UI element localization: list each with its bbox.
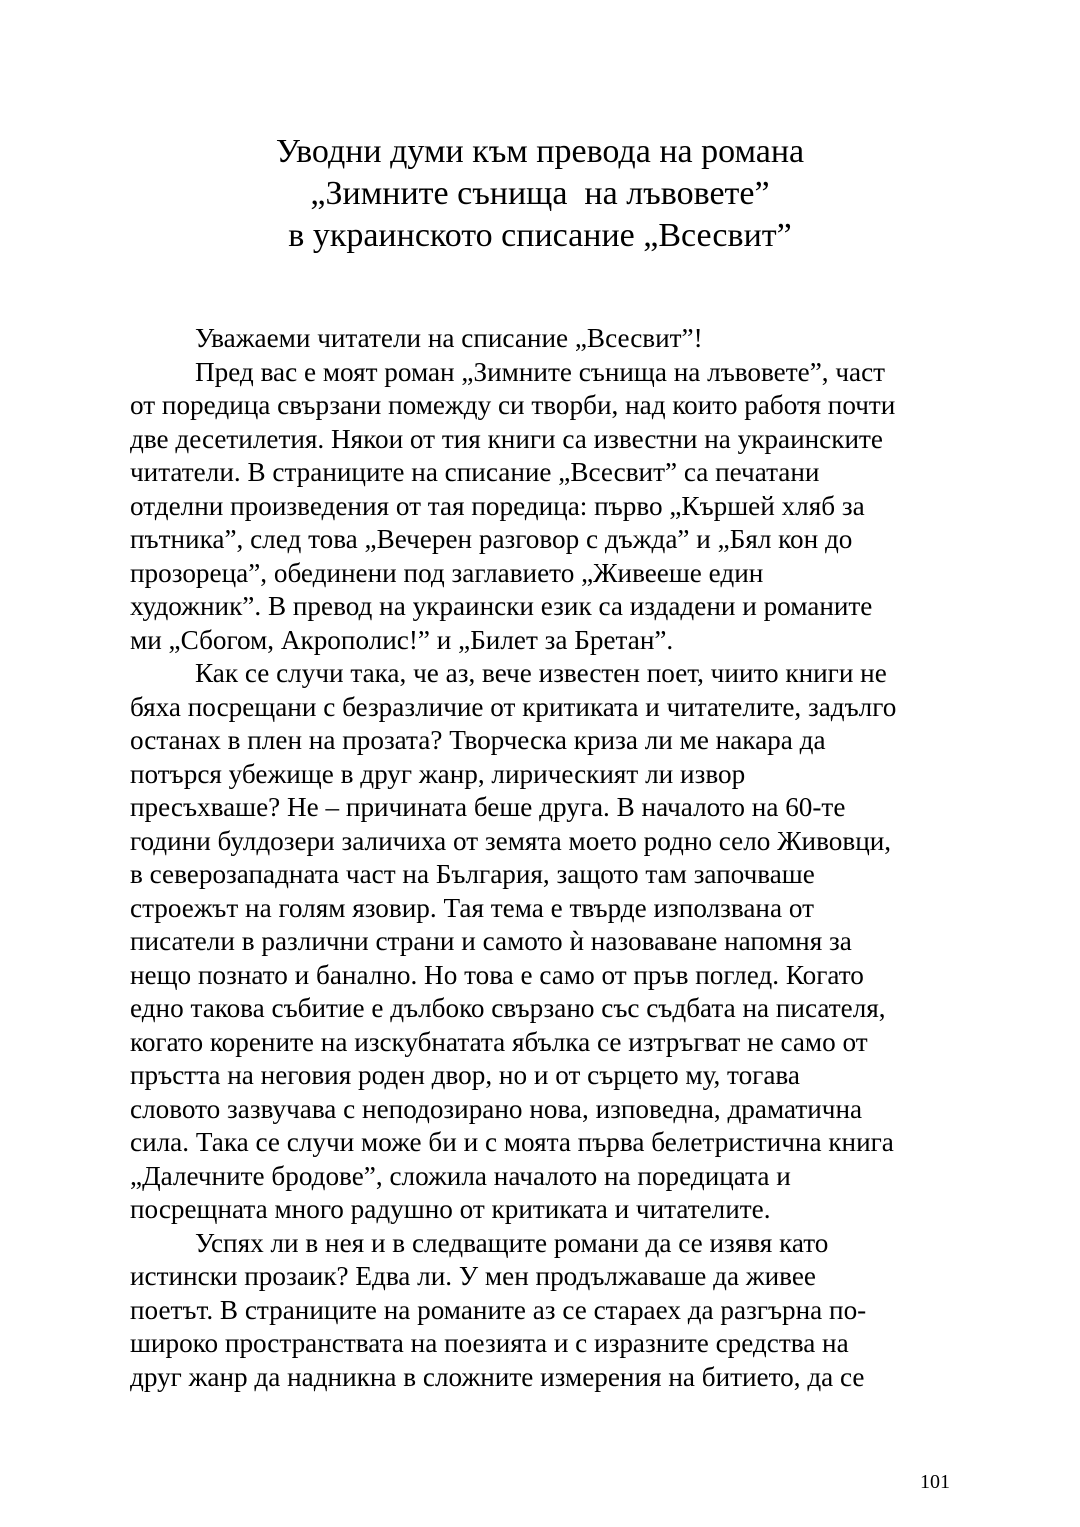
title-line: в украинското списание „Всесвит” [288,217,792,254]
body-line: писатели в различни страни и самото ѝ назоваване напомня за [130,926,852,956]
body-line: бяха посрещани с безразличие от критиката и читателите, задълго [130,691,897,722]
body-line: ми „Сбогом, Акрополис!” и „Билет за Бретан”. [130,624,674,655]
body-line: две десетилетия. Някои от тия книги са известни на украинските [130,423,883,454]
body-line: Как се случи така, че аз, вече известен поет, чиито книги не [195,658,887,688]
body-line: потърся убежище в друг жанр, лирическият ли извор [130,758,746,789]
body-line: широко пространствата на поезията и с изразните средства на [130,1328,849,1358]
body-line: останах в плен на прозата? Творческа криза ли ме накара да [130,725,826,755]
body-line: Успях ли в нея и в следващите романи да се изявя като [195,1227,829,1258]
body-line: читатели. В страниците на списание „Всесвит” са печатани [130,457,820,487]
body-line: когато корените на изскубнатата ябълка се изтръгват не само от [130,1026,868,1057]
page-number: 101 [920,1471,950,1493]
body-line: Пред вас е моят роман „Зимните сънища на лъвовете”, част [195,356,886,387]
body-line: Уважаеми читатели на списание „Всесвит”! [195,323,703,353]
body-line: художник”. В превод на украински език са издадени и романите [130,591,873,621]
body-line: поетът. В страниците на романите аз се стараех да разгърна по- [130,1294,867,1325]
body-line: от поредица свързани помежду си творби, над които работя почти [130,390,896,420]
body-line: години булдозери заличиха от земята моето родно село Живовци, [130,825,892,856]
body-line: строежът на голям язовир. Тая тема е твърде използвана от [130,892,814,923]
body-line: пръстта на неговия роден двор, но и от сърцето му, тогава [130,1060,800,1090]
body-line: едно такова събитие е дълбоко свързано със съдбата на писателя, [130,993,886,1023]
body-line: „Далечните бродове”, сложила началото на поредицата и [130,1160,791,1191]
body-line: посрещната много радушно от критиката и читателите. [130,1194,771,1224]
title-line: Уводни думи към превода на романа [275,133,805,170]
article-title [0,131,1080,257]
body-line: в северозападната част на България, защото там започваше [130,859,815,889]
body-line: нещо познато и банално. Но това е само от пръв поглед. Когато [130,959,864,990]
body-line: пътника”, след това „Вечерен разговор с дъжда” и „Бял кон до [130,524,853,554]
body-line: истински прозаик? Едва ли. У мен продължаваше да живее [130,1261,816,1291]
article-body [130,322,960,1394]
body-line: пресъхваше? Не – причината беше друга. В началото на 60-те [130,792,846,822]
body-line: отделни произведения от тая поредица: първо „Кършей хляб за [130,490,865,521]
body-line: прозореца”, обединени под заглавието „Живееше един [130,557,764,588]
title-line: „Зимните сънища на лъвовете” [310,175,770,212]
body-line: словото зазвучава с неподозирано нова, изповедна, драматична [130,1093,863,1124]
body-line: друг жанр да надникна в сложните измерения на битието, да се [130,1361,865,1392]
body-line: сила. Така се случи може би и с моята първа белетристична книга [130,1127,894,1157]
